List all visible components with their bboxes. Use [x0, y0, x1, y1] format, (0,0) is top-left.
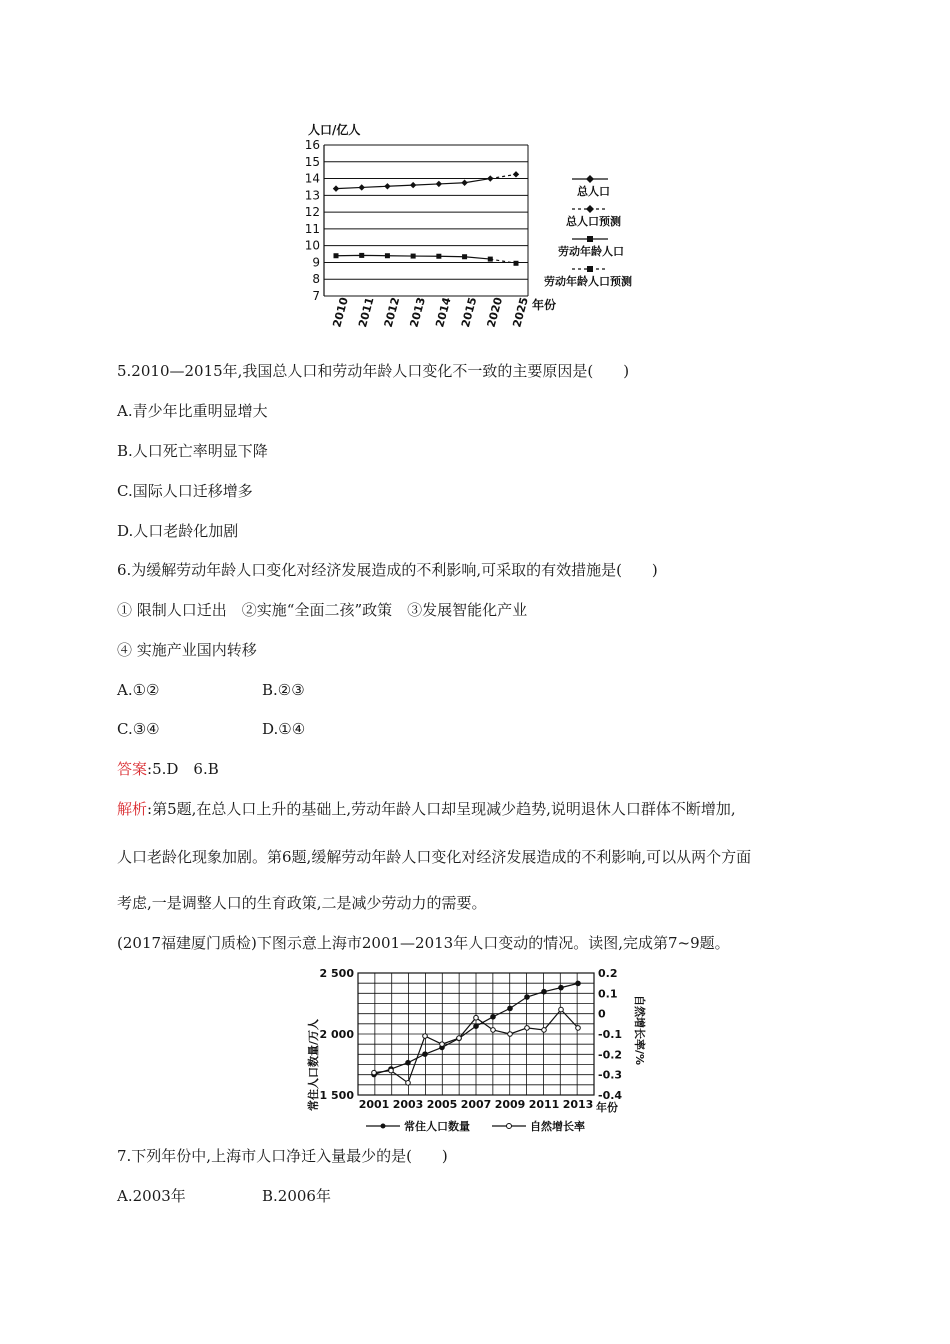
chart1-legend: [544, 175, 632, 288]
analysis-text-1: :第5题,在总人口上升的基础上,劳动年龄人口却呈现减少趋势,说明退休人口群体不断增加,: [147, 800, 736, 818]
x-tick-label: 2005: [426, 1098, 458, 1111]
q6-option-d[interactable]: D.①④: [262, 720, 306, 738]
chart2-legend: [366, 1119, 585, 1133]
data-point: [474, 1024, 479, 1029]
shanghai-population-chart: [300, 960, 660, 1140]
analysis-line2: 人口老龄化现象加剧。第6题,缓解劳动年龄人口变化对经济发展造成的不利影响,可以从两个方面: [117, 848, 752, 866]
q5-option-c[interactable]: C.国际人口迁移增多: [117, 482, 253, 500]
legend-total: 总人口: [577, 185, 610, 198]
y-tick-label: 16: [304, 138, 320, 152]
data-point: [384, 183, 390, 189]
y-tick-label: 10: [304, 238, 320, 253]
answer-text: :5.D 6.B: [147, 760, 219, 778]
data-point: [525, 1026, 530, 1031]
data-point: [436, 254, 441, 259]
data-point: [474, 1015, 479, 1020]
data-point: [559, 985, 564, 990]
q6-items-line2: ④ 实施产业国内转移: [117, 641, 257, 659]
q6-option-a[interactable]: A.①②: [117, 681, 160, 699]
y-tick-label: 7: [312, 289, 320, 303]
analysis-line1: [117, 799, 736, 819]
analysis-label: 解析: [117, 800, 148, 818]
x-tick-label: 2020: [484, 295, 506, 329]
analysis-line3: 考虑,一是调整人口的生育政策,二是减少劳动力的需要。: [117, 894, 487, 912]
x-tick-label: 2013: [562, 1098, 594, 1111]
y2-tick-label: 0.2: [598, 967, 618, 980]
data-point: [576, 1026, 581, 1031]
chart2-ylabel: 常住人口数量/万人: [307, 1018, 320, 1112]
x-tick-label: 2025: [510, 295, 531, 329]
x-tick-label: 2001: [358, 1098, 390, 1111]
y2-tick-label: -0.3: [598, 1068, 623, 1082]
data-point: [559, 1007, 564, 1012]
chart1-ylabel: 人口/亿人: [308, 123, 361, 137]
legend-total-forecast: 总人口预测: [566, 215, 621, 228]
data-point: [385, 253, 390, 258]
y-tick-label: 2 500: [319, 967, 354, 980]
legend-growth: 自然增长率: [530, 1120, 585, 1133]
y2-tick-label: 0: [598, 1007, 606, 1021]
q5-option-a[interactable]: A.青少年比重明显增大: [117, 402, 268, 420]
data-point: [457, 1036, 462, 1041]
data-point: [406, 1060, 411, 1065]
data-point: [423, 1052, 428, 1057]
y2-tick-label: -0.1: [598, 1028, 623, 1041]
data-point: [513, 171, 519, 177]
y2-tick-label: -0.2: [598, 1048, 623, 1062]
q6-option-c[interactable]: C.③④: [117, 720, 160, 738]
q7-option-b[interactable]: B.2006年: [262, 1187, 331, 1205]
series-line: [490, 174, 516, 178]
y-tick-label: 8: [312, 272, 320, 287]
x-tick-label: 2009: [494, 1098, 526, 1111]
x-tick-label: 2010: [330, 295, 351, 329]
data-point: [542, 989, 547, 994]
answer-label: 答案: [117, 760, 148, 778]
x-tick-label: 2007: [460, 1098, 492, 1111]
data-point: [436, 181, 442, 187]
y-tick-label: 12: [304, 205, 320, 220]
data-point: [411, 254, 416, 259]
data-point: [491, 1028, 496, 1033]
data-point: [410, 182, 416, 188]
y-tick-label: 11: [304, 221, 320, 236]
q6-stem: 6.为缓解劳动年龄人口变化对经济发展造成的不利影响,可采取的有效措施是( ): [117, 561, 658, 579]
data-point: [389, 1068, 394, 1073]
answer-line: [117, 759, 219, 779]
chart1-xlabel: 年份: [532, 298, 557, 312]
intro-text: (2017福建厦门质检)下图示意上海市2001—2013年人口变动的情况。读图,完成第7~9题。: [117, 934, 730, 952]
data-point: [440, 1042, 445, 1047]
data-point: [372, 1070, 377, 1075]
q6-items-line1: ① 限制人口迁出 ②实施“全面二孩”政策 ③发展智能化产业: [117, 601, 528, 619]
x-tick-label: 2012: [381, 295, 403, 329]
data-point: [333, 185, 339, 191]
chart2-y2label: 自然增长率/%: [633, 994, 646, 1066]
y-tick-label: 15: [304, 154, 320, 169]
q5-stem: 5.2010—2015年,我国总人口和劳动年龄人口变化不一致的主要原因是( ): [117, 362, 630, 380]
data-point: [514, 261, 519, 266]
q7-stem: 7.下列年份中,上海市人口净迁入量最少的是( ): [117, 1147, 448, 1165]
data-point: [423, 1034, 428, 1039]
y2-tick-label: 0.1: [598, 987, 618, 1001]
legend-resident: 常住人口数量: [404, 1120, 470, 1133]
x-tick-label: 2003: [392, 1098, 424, 1111]
data-point: [508, 1006, 513, 1011]
data-point: [406, 1081, 411, 1086]
q7-option-a[interactable]: A.2003年: [117, 1187, 186, 1205]
y-tick-label: 14: [304, 171, 320, 186]
data-point: [359, 184, 365, 190]
y2-tick-label: -0.4: [598, 1089, 623, 1102]
y-tick-label: 2 000: [319, 1028, 354, 1041]
y-tick-label: 9: [312, 255, 320, 270]
q5-option-b[interactable]: B.人口死亡率明显下降: [117, 442, 268, 460]
population-chart: [290, 120, 670, 330]
y-tick-label: 1 500: [319, 1089, 354, 1102]
data-point: [576, 981, 581, 986]
data-point: [525, 995, 530, 1000]
data-point: [508, 1032, 513, 1037]
chart2-xlabel: 年份: [596, 1101, 618, 1114]
data-point: [461, 180, 467, 186]
legend-labor-forecast: 劳动年龄人口预测: [544, 275, 632, 288]
data-point: [462, 254, 467, 259]
x-tick-label: 2011: [356, 295, 377, 329]
data-point: [491, 1014, 496, 1019]
data-point: [334, 253, 339, 258]
data-point: [359, 253, 364, 258]
x-tick-label: 2015: [458, 295, 480, 329]
x-tick-label: 2014: [433, 295, 454, 329]
data-point: [542, 1028, 547, 1033]
x-tick-label: 2011: [528, 1098, 560, 1111]
legend-labor: 劳动年龄人口: [558, 245, 624, 258]
y-tick-label: 13: [304, 188, 320, 203]
x-tick-label: 2013: [407, 295, 428, 329]
q5-option-d[interactable]: D.人口老龄化加剧: [117, 522, 239, 540]
q6-option-b[interactable]: B.②③: [262, 681, 305, 699]
